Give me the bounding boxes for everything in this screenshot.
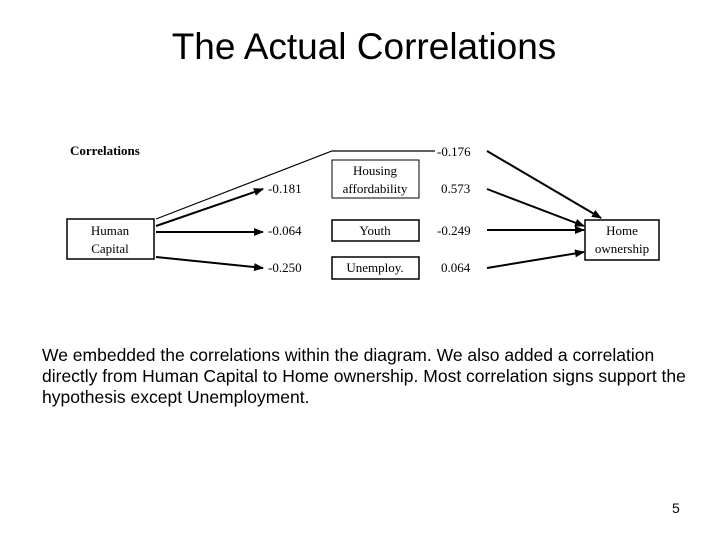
housing-label-line1: Housing [352, 163, 398, 178]
arrow-unemployment-to-home [487, 252, 584, 268]
corr-hc-unemployment: -0.250 [268, 260, 302, 275]
human-capital-node [67, 219, 154, 259]
slide-caption: We embedded the correlations within the diagram. We also added a correlation directly from Human Capital to Home ownership. Most correlation signs support the hypothesis except Unemployment. [42, 345, 686, 407]
page-number: 5 [672, 500, 680, 516]
corr-hc-housing: -0.181 [268, 181, 302, 196]
arrow-housing-to-home [487, 189, 584, 226]
human-capital-label-line1: Human [90, 223, 130, 238]
home-ownership-label-line2: ownership [594, 241, 650, 256]
housing-affordability-node [332, 160, 419, 198]
corr-hc-youth: -0.064 [268, 223, 302, 238]
youth-label: Youth [359, 223, 391, 238]
housing-label-line2: affordability [342, 181, 408, 196]
arrow-hc-to-unemployment [156, 257, 263, 268]
diagram-heading: Correlations [70, 143, 140, 158]
slide-title: The Actual Correlations [171, 26, 557, 67]
arrow-hc-to-housing [156, 189, 263, 226]
corr-unemployment-home: 0.064 [441, 260, 471, 275]
unemployment-node [332, 257, 419, 279]
corr-direct: -0.176 [437, 144, 471, 159]
home-ownership-node [585, 220, 659, 260]
corr-housing-home: 0.573 [441, 181, 471, 196]
youth-node [332, 220, 419, 241]
corr-youth-home: -0.249 [437, 223, 471, 238]
home-ownership-label-line1: Home [606, 223, 638, 238]
unemployment-label: Unemploy. [346, 260, 404, 275]
human-capital-label-line2: Capital [91, 241, 129, 256]
direct-path-arrow [487, 151, 601, 218]
